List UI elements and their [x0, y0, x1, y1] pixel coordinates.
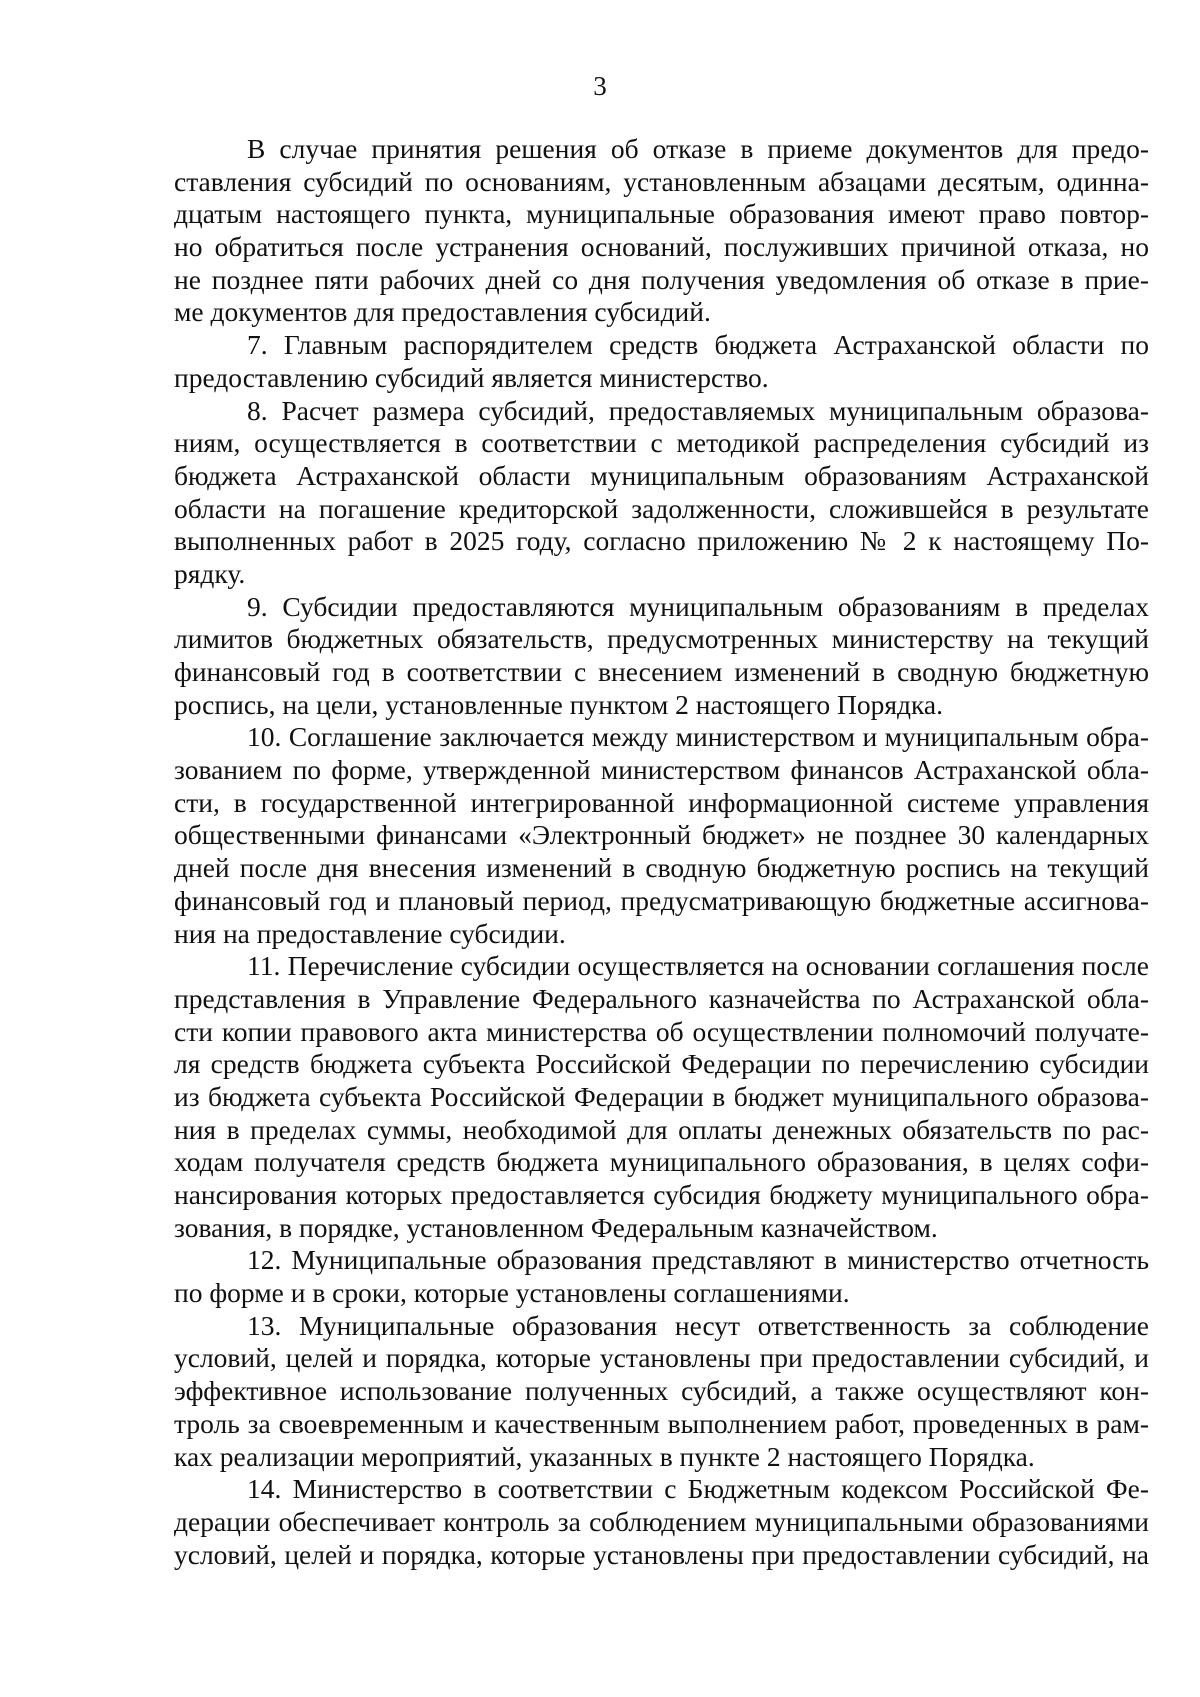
text-line: области на погашение кредиторской задолженности, сложившейся в результате	[174, 492, 1149, 524]
text-line: 12. Муниципальные образования представляют в министерство отчетность	[247, 1244, 1149, 1276]
text-line: эффективное использование полученных субсидий, а также осуществляют кон-	[174, 1375, 1149, 1407]
text-line: сти копии правового акта министерства об осуществлении полномочий получате-	[174, 1015, 1149, 1047]
text-line: не позднее пяти рабочих дней со дня получения уведомления об отказе в прие-	[174, 263, 1149, 295]
text-line: выполненных работ в 2025 году, согласно приложению № 2 к настоящему По-	[174, 525, 1149, 557]
paragraph	[174, 133, 1149, 329]
text-line: условий, целей и порядка, которые установлены при предоставлении субсидий, и	[174, 1342, 1149, 1374]
text-line: лимитов бюджетных обязательств, предусмотренных министерству на текущий	[174, 623, 1149, 655]
text-line: предоставлению субсидий является министерство.	[174, 361, 769, 393]
text-line: троль за своевременным и качественным выполнением работ, проведенных в рам-	[174, 1407, 1149, 1439]
text-line: В случае принятия решения об отказе в приеме документов для предо-	[247, 133, 1149, 164]
text-line: 11. Перечисление субсидии осуществляется на основании соглашения после	[247, 950, 1149, 982]
text-line: 13. Муниципальные образования несут ответственность за соблюдение	[247, 1309, 1149, 1341]
text-line: ния в пределах суммы, необходимой для оплаты денежных обязательств по рас-	[174, 1113, 1149, 1145]
text-line: представления в Управление Федерального казначейства по Астраханской обла-	[174, 982, 1149, 1014]
text-line: нансирования которых предоставляется субсидия бюджету муниципального обра-	[174, 1179, 1149, 1210]
text-line: 8. Расчет размера субсидий, предоставляемых муниципальным образова-	[247, 394, 1149, 426]
text-line: но обратиться после устранения оснований, послуживших причиной отказа, но	[174, 231, 1149, 263]
text-line: роспись, на цели, установленные пунктом 2 настоящего Порядка.	[174, 688, 944, 720]
text-line: по форме и в сроки, которые установлены соглашениями.	[174, 1277, 850, 1309]
text-line: ставления субсидий по основаниям, установленным абзацами десятым, одинна-	[174, 165, 1149, 197]
text-line: зованием по форме, утвержденной министерством финансов Астраханской обла-	[174, 754, 1149, 786]
text-line: ния на предоставление субсидии.	[174, 917, 566, 949]
document-body	[174, 133, 1149, 1571]
text-line: общественными финансами «Электронный бюджет» не позднее 30 календарных	[174, 819, 1149, 851]
text-line: условий, целей и порядка, которые установлены при предоставлении субсидий, на	[174, 1538, 1149, 1570]
text-line: ках реализации мероприятий, указанных в пункте 2 настоящего Порядка.	[174, 1440, 1035, 1472]
text-line: ме документов для предоставления субсидий.	[174, 296, 711, 328]
text-line: 10. Соглашение заключается между министерством и муниципальным обра-	[247, 721, 1149, 753]
text-line: ходам получателя средств бюджета муниципального образования, в целях софи-	[174, 1146, 1149, 1178]
page-number: 3	[593, 71, 607, 101]
text-line: сти, в государственной интегрированной информационной системе управления	[174, 786, 1149, 818]
text-line: ля средств бюджета субъекта Российской Федерации по перечислению субсидии	[174, 1048, 1149, 1080]
text-line: зования, в порядке, установленном Федеральным казначейством.	[174, 1211, 938, 1243]
text-line: рядку.	[174, 557, 246, 589]
text-line: дней после дня внесения изменений в сводную бюджетную роспись на текущий	[174, 852, 1149, 884]
text-line: 7. Главным распорядителем средств бюджета Астраханской области по	[247, 329, 1149, 361]
paragraph	[174, 329, 1149, 394]
paragraph	[174, 395, 1149, 591]
text-line: 14. Министерство в соответствии с Бюджетным кодексом Российской Фе-	[247, 1473, 1149, 1505]
text-line: финансовый год и плановый период, предусматривающую бюджетные ассигнова-	[174, 884, 1149, 916]
paragraph	[174, 950, 1149, 1244]
paragraph	[174, 591, 1149, 722]
text-line: бюджета Астраханской области муниципальным образованиям Астраханской	[174, 459, 1149, 491]
text-line: финансовый год в соответствии с внесением изменений в сводную бюджетную	[174, 656, 1149, 687]
text-line: ниям, осуществляется в соответствии с методикой распределения субсидий из	[174, 427, 1149, 459]
text-line: из бюджета субъекта Российской Федерации в бюджет муниципального образова-	[174, 1080, 1149, 1112]
paragraph	[174, 1310, 1149, 1473]
paragraph	[174, 1473, 1149, 1571]
paragraph	[174, 721, 1149, 950]
text-line: 9. Субсидии предоставляются муниципальным образованиям в пределах	[247, 590, 1149, 622]
text-line: дерации обеспечивает контроль за соблюдением муниципальными образованиями	[174, 1505, 1149, 1537]
text-line: дцатым настоящего пункта, муниципальные образования имеют право повтор-	[174, 198, 1149, 230]
paragraph	[174, 1244, 1149, 1309]
